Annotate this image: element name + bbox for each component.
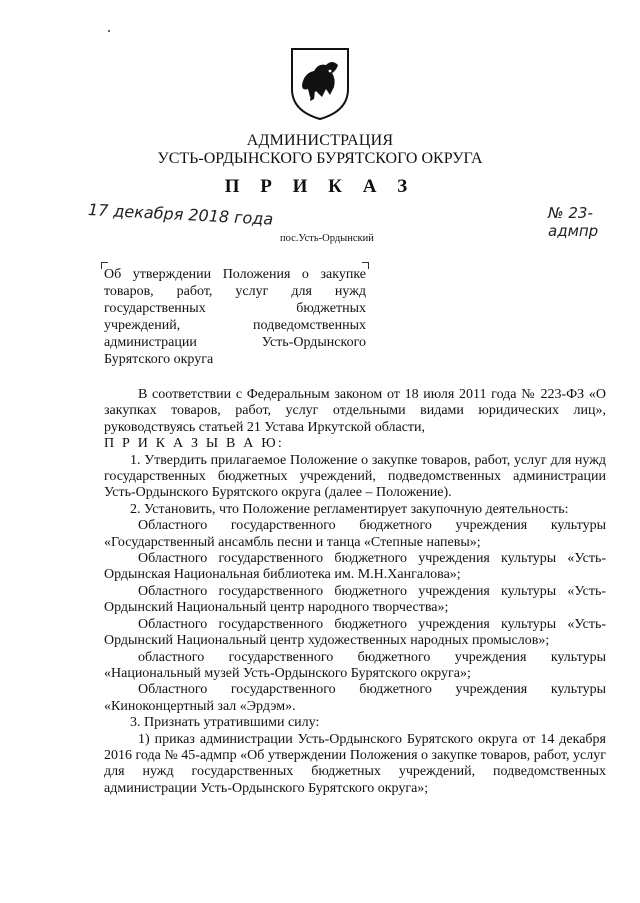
order-subject xyxy=(104,266,366,368)
institution-list-item: Областного государственного бюджетного учреждения культуры «Усть-Ордынский Национальный центр народного творчества»; xyxy=(104,583,606,616)
org-name-line2: УСТЬ-ОРДЫНСКОГО БУРЯТСКОГО ОКРУГА xyxy=(157,150,483,167)
institution-list-item: Областного государственного бюджетного учреждения культуры «Усть-Ордынская Национальная библиотека им. М.Н.Хангалова»; xyxy=(104,551,606,583)
preamble-paragraph: В соответствии с Федеральным законом от 18 июля 2011 года № 223-ФЗ «О закупках товаров, работ, услуг отдельными видами юридических лиц», руководствуясь статьей 21 Устава Иркутской области, xyxy=(104,387,606,435)
document-type-title: П Р И К А З xyxy=(224,176,416,197)
subject-line: государственных бюджетных xyxy=(104,301,366,316)
coat-of-arms-emblem xyxy=(288,45,352,121)
order-body xyxy=(104,387,606,797)
item-3-subitem-1: 1) приказ администрации Усть-Ордынского Бурятского округа от 14 декабря 2016 года № 45-адмпр «Об утверждении Положения о закупке товаров, работ, услуг для нужд государственных бюджетных учреждений, подведомственных администрации Усть-Ордынского Бурятского округа»; xyxy=(104,731,606,796)
subject-line: Бурятского округа xyxy=(104,352,214,367)
scan-speck xyxy=(108,30,110,32)
institution-list-item: Областного государственного бюджетного учреждения культуры «Киноконцертный зал «Эрдэм». xyxy=(104,682,606,714)
item-2-paragraph: 2. Установить, что Положение регламентирует закупочную деятельность: xyxy=(130,501,569,517)
item-1-paragraph: 1. Утвердить прилагаемое Положение о закупке товаров, работ, услуг для нужд государственных бюджетных учреждений, подведомственных администрации Усть-Ордынского Бурятского округа (далее – Положение). xyxy=(104,452,606,501)
order-word: П Р И К А З Ы В А Ю: xyxy=(104,436,284,452)
place-of-issue: пос.Усть-Ордынский xyxy=(280,233,374,244)
handwritten-date: 17 декабря 2018 года xyxy=(87,200,274,229)
institution-list-item: Областного государственного бюджетного учреждения культуры «Государственный ансамбль песни и танца «Степные напевы»; xyxy=(104,518,606,550)
item-3-paragraph: 3. Признать утратившими силу: xyxy=(130,715,320,731)
institution-list-item: Областного государственного бюджетного учреждения культуры «Усть-Ордынский Национальный центр художественных народных промыслов»; xyxy=(104,616,606,649)
subject-line: товаров, работ, услуг для нужд xyxy=(104,284,366,299)
org-name-line1: АДМИНИСТРАЦИЯ xyxy=(246,132,394,149)
institution-list-item: областного государственного бюджетного учреждения культуры «Национальный музей Усть-Ордынского Бурятского округа»; xyxy=(104,649,606,681)
subject-line: Об утверждении Положения о закупке xyxy=(104,267,366,282)
subject-line: учреждений, подведомственных xyxy=(104,318,366,333)
handwritten-order-number: № 23-адмпр xyxy=(548,204,599,240)
subject-line: администрации Усть-Ордынского xyxy=(104,335,366,350)
